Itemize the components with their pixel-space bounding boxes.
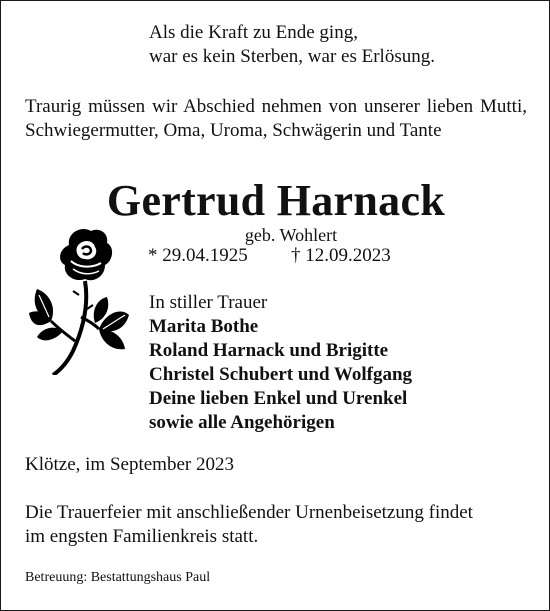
death-date: † 12.09.2023: [291, 245, 391, 266]
motto-line-2: war es kein Sterben, war es Erlösung.: [149, 46, 435, 67]
intro-text: Traurig müssen wir Abschied nehmen von unserer lieben Mutti, Schwiegermutter, Oma, Uroma, Schwägerin und Tante: [25, 96, 527, 141]
rose-icon: [29, 225, 133, 375]
mourner-name: Deine lieben Enkel und Urenkel: [149, 388, 408, 409]
funeral-service-info: [25, 501, 473, 549]
motto-verse: [149, 21, 435, 69]
mourner-name: Roland Harnack und Brigitte: [149, 340, 389, 361]
service-line-1: Die Trauerfeier mit anschließender Urnenbeisetzung findet: [25, 502, 473, 523]
mourner-name: Marita Bothe: [149, 316, 259, 337]
birth-date: * 29.04.1925: [148, 245, 248, 266]
mourner-name: Christel Schubert und Wolfgang: [149, 364, 413, 385]
deceased-name: Gertrud Harnack: [106, 176, 446, 225]
maiden-name: geb. Wohlert: [244, 225, 338, 245]
mourners-block: [149, 291, 412, 435]
mourner-name: sowie alle Angehörigen: [149, 412, 335, 433]
place-date: Klötze, im September 2023: [25, 454, 234, 475]
motto-line-1: Als die Kraft zu Ende ging,: [149, 22, 358, 43]
service-line-2: im engsten Familienkreis statt.: [25, 526, 259, 547]
funeral-home-credit: Betreuung: Bestattungshaus Paul: [25, 570, 211, 585]
mourners-heading: In stiller Trauer: [149, 292, 268, 313]
